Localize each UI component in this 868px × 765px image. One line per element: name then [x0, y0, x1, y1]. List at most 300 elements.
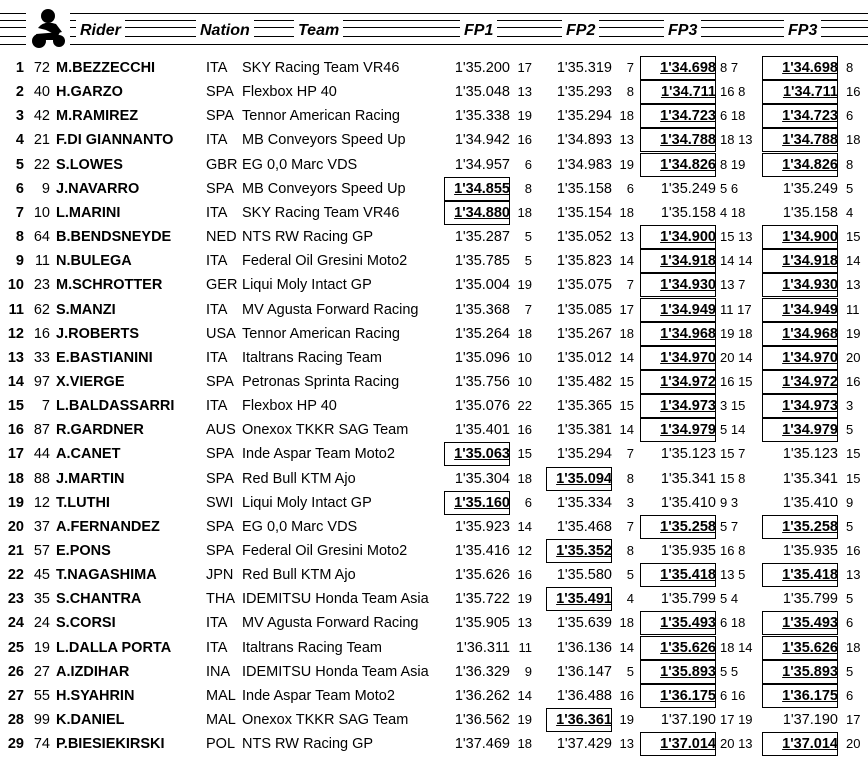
rider-number: 9: [41, 180, 50, 197]
rider-number: 72: [33, 60, 50, 76]
fp3-combined-time: 1'34.826: [762, 153, 838, 177]
rider-number: 19: [33, 639, 50, 656]
fp2-time: 1'36.488: [556, 687, 612, 704]
rider-number: 45: [33, 567, 50, 584]
fp3-combined-laps: 15: [846, 229, 861, 245]
table-row: [0, 467, 868, 491]
row-position: 18: [7, 470, 24, 487]
row-position: 22: [7, 567, 24, 584]
team-name: Liqui Moly Intact GP: [242, 277, 372, 294]
fp2-laps: 15: [619, 398, 634, 414]
rider-number: 22: [33, 156, 50, 173]
nation-code: ITA: [206, 639, 228, 656]
fp1-time: 1'35.076: [454, 398, 510, 415]
rider-name: N.BULEGA: [56, 253, 132, 270]
rider-number: 40: [33, 84, 50, 101]
table-row: [0, 177, 868, 201]
row-position: 25: [7, 639, 24, 656]
fp3-combined-laps: 8: [846, 156, 854, 172]
fp3-time: 1'35.626: [640, 636, 716, 660]
fp2-time: 1'35.052: [556, 229, 612, 246]
table-row: [0, 201, 868, 225]
team-name: Inde Aspar Team Moto2: [242, 446, 395, 463]
fp3-combined-laps: 20: [846, 349, 861, 365]
fp3-combined-time: 1'36.175: [762, 684, 838, 708]
fp3-combined-time: 1'35.418: [762, 563, 838, 587]
table-row: [0, 56, 868, 80]
fp1-time: 1'35.756: [454, 373, 510, 390]
header-fp3-combined: FP3: [784, 20, 821, 42]
fp3-laps: 20 13: [720, 736, 753, 752]
fp2-time: 1'37.429: [556, 736, 612, 753]
rider-name: S.LOWES: [56, 156, 123, 173]
rider-number: 7: [41, 398, 50, 415]
fp2-laps: 3: [626, 494, 634, 510]
rider-number: 44: [33, 446, 50, 463]
table-row: [0, 587, 868, 611]
fp3-combined-laps: 8: [846, 60, 854, 75]
fp1-laps: 10: [517, 349, 532, 365]
fp1-time: 1'36.329: [454, 663, 510, 680]
rider-name: S.CHANTRA: [56, 591, 142, 608]
row-position: 8: [15, 229, 24, 246]
fp1-laps: 8: [524, 180, 532, 196]
table-row: [0, 684, 868, 708]
fp3-combined-time: 1'35.341: [782, 470, 838, 487]
fp3-laps: 18 14: [720, 639, 753, 655]
table-row: [0, 249, 868, 273]
fp3-time: 1'35.249: [660, 180, 716, 197]
fp3-time: 1'34.930: [640, 273, 716, 297]
fp1-laps: 19: [517, 712, 532, 728]
fp3-combined-time: 1'35.249: [782, 180, 838, 197]
fp3-laps: 18 13: [720, 132, 753, 148]
rider-name: L.MARINI: [56, 204, 121, 221]
team-name: IDEMITSU Honda Team Asia: [242, 663, 429, 680]
fp3-laps: 5 14: [720, 422, 746, 438]
rider-name: A.IZDIHAR: [56, 663, 130, 680]
fp3-combined-time: 1'34.930: [762, 273, 838, 297]
rider-name: J.NAVARRO: [56, 180, 140, 197]
fp3-laps: 13 5: [720, 567, 746, 583]
team-name: MB Conveyors Speed Up: [242, 180, 406, 197]
nation-code: ITA: [206, 349, 228, 366]
fp1-time: 1'35.785: [454, 253, 510, 270]
fp3-combined-laps: 6: [846, 687, 854, 703]
table-row: [0, 491, 868, 515]
row-position: 19: [7, 494, 24, 511]
header-rule: [0, 13, 868, 14]
nation-code: SPA: [206, 518, 234, 535]
row-position: 5: [15, 156, 24, 173]
fp1-time: 1'36.262: [454, 687, 510, 704]
fp3-time: 1'37.014: [640, 732, 716, 756]
fp2-time: 1'34.893: [556, 132, 612, 149]
header-rule: [0, 20, 868, 21]
fp3-combined-time: 1'34.900: [762, 225, 838, 249]
fp2-laps: 19: [619, 712, 634, 728]
fp2-time: 1'36.136: [556, 639, 612, 656]
row-position: 29: [7, 736, 24, 753]
rider-name: H.SYAHRIN: [56, 687, 135, 704]
fp2-laps: 7: [626, 446, 634, 462]
row-position: 23: [7, 591, 24, 608]
rider-number: 55: [33, 687, 50, 704]
fp3-time: 1'35.935: [660, 543, 716, 559]
fp1-time: 1'35.048: [454, 84, 510, 101]
row-position: 1: [15, 60, 24, 76]
fp2-time: 1'35.334: [556, 494, 612, 511]
fp2-time: 1'35.482: [556, 373, 612, 390]
nation-code: ITA: [206, 132, 228, 149]
nation-code: SPA: [206, 373, 234, 390]
rider-number: 21: [33, 132, 50, 149]
fp2-laps: 19: [619, 156, 634, 172]
fp1-laps: 16: [517, 422, 532, 438]
fp3-laps: 6 18: [720, 108, 746, 124]
row-position: 16: [7, 422, 24, 439]
fp3-combined-time: 1'35.893: [762, 660, 838, 684]
fp2-laps: 5: [626, 663, 634, 679]
table-row: [0, 539, 868, 563]
fp3-time: 1'35.418: [640, 563, 716, 587]
fp3-combined-time: 1'34.949: [762, 298, 838, 322]
row-position: 3: [15, 108, 24, 125]
team-name: MV Agusta Forward Racing: [242, 615, 419, 632]
fp3-combined-time: 1'34.698: [762, 56, 838, 80]
rider-number: 57: [33, 543, 50, 559]
fp3-combined-laps: 9: [846, 494, 854, 510]
fp1-laps: 10: [517, 373, 532, 389]
fp3-laps: 5 7: [720, 518, 739, 534]
fp3-combined-time: 1'37.190: [782, 712, 838, 729]
nation-code: ITA: [206, 398, 228, 415]
fp3-time: 1'34.979: [640, 418, 716, 442]
header-team: Team: [294, 20, 343, 42]
rider-name: H.GARZO: [56, 84, 123, 101]
fp1-laps: 9: [524, 663, 532, 679]
fp2-time: 1'35.085: [556, 301, 612, 318]
fp1-time: 1'34.957: [454, 156, 510, 173]
fp3-time: 1'34.918: [640, 249, 716, 273]
fp2-time: 1'36.147: [556, 663, 612, 680]
row-position: 9: [15, 253, 24, 270]
fp3-combined-time: 1'34.970: [762, 346, 838, 370]
fp1-laps: 18: [517, 325, 532, 341]
fp2-time: 1'35.639: [556, 615, 612, 632]
fp2-time: 1'35.075: [556, 277, 612, 294]
fp1-laps: 13: [517, 84, 532, 100]
fp3-time: 1'34.826: [640, 153, 716, 177]
rider-name: R.GARDNER: [56, 422, 144, 439]
fp1-laps: 17: [517, 60, 532, 75]
nation-code: ITA: [206, 301, 228, 318]
fp2-time: 1'35.294: [556, 108, 612, 125]
row-position: 21: [7, 543, 24, 559]
team-name: MB Conveyors Speed Up: [242, 132, 406, 149]
fp3-combined-time: 1'34.918: [762, 249, 838, 273]
fp1-time: 1'35.004: [454, 277, 510, 294]
fp2-time: 1'34.983: [556, 156, 612, 173]
fp2-time: 1'35.158: [556, 180, 612, 197]
row-position: 15: [7, 398, 24, 415]
fp1-laps: 15: [517, 446, 532, 462]
fp2-time: 1'35.823: [556, 253, 612, 270]
team-name: Red Bull KTM Ajo: [242, 567, 356, 584]
fp1-time: 1'35.905: [454, 615, 510, 632]
fp1-laps: 14: [517, 687, 532, 703]
fp3-combined-time: 1'35.410: [782, 494, 838, 511]
nation-code: JPN: [206, 567, 234, 584]
fp1-laps: 16: [517, 132, 532, 148]
fp3-combined-time: 1'35.799: [782, 591, 838, 608]
nation-code: SPA: [206, 543, 234, 559]
fp1-laps: 16: [517, 567, 532, 583]
rider-name: J.MARTIN: [56, 470, 125, 487]
rider-name: K.DANIEL: [56, 712, 125, 729]
table-row: [0, 732, 868, 756]
fp3-combined-laps: 5: [846, 518, 854, 534]
fp3-time: 1'35.410: [660, 494, 716, 511]
team-name: Inde Aspar Team Moto2: [242, 687, 395, 704]
rider-number: 74: [33, 736, 50, 753]
table-row: [0, 442, 868, 466]
nation-code: MAL: [206, 712, 236, 729]
fp2-laps: 17: [619, 301, 634, 317]
rider-name: J.ROBERTS: [56, 325, 139, 342]
team-name: Italtrans Racing Team: [242, 349, 382, 366]
fp3-time: 1'35.893: [640, 660, 716, 684]
fp2-laps: 4: [626, 591, 634, 607]
fp3-combined-laps: 18: [846, 132, 861, 148]
fp1-laps: 12: [517, 543, 532, 558]
table-row: [0, 80, 868, 104]
header-rule: [0, 44, 868, 45]
fp3-combined-laps: 15: [846, 470, 861, 486]
fp3-time: 1'35.123: [660, 446, 716, 463]
fp3-laps: 8 7: [720, 60, 739, 75]
fp3-combined-laps: 6: [846, 108, 854, 124]
row-position: 27: [7, 687, 24, 704]
table-row: [0, 418, 868, 442]
fp3-combined-laps: 11: [846, 301, 860, 317]
team-name: Onexox TKKR SAG Team: [242, 422, 409, 439]
header-rider: Rider: [76, 20, 125, 42]
fp3-combined-laps: 13: [846, 277, 861, 293]
fp1-time: 1'35.626: [454, 567, 510, 584]
row-position: 26: [7, 663, 24, 680]
fp2-laps: 8: [626, 84, 634, 100]
fp2-time: 1'35.154: [556, 204, 612, 221]
fp2-time: 1'35.381: [556, 422, 612, 439]
team-name: Liqui Moly Intact GP: [242, 494, 372, 511]
fp3-laps: 19 18: [720, 325, 753, 341]
fp3-combined-laps: 5: [846, 180, 854, 196]
nation-code: SPA: [206, 470, 234, 487]
fp3-combined-laps: 16: [846, 543, 861, 558]
fp3-combined-time: 1'34.723: [762, 104, 838, 128]
fp3-laps: 8 19: [720, 156, 746, 172]
fp3-combined-laps: 5: [846, 422, 854, 438]
nation-code: INA: [206, 663, 231, 680]
table-row: [0, 298, 868, 322]
fp3-combined-time: 1'35.158: [782, 204, 838, 221]
team-name: EG 0,0 Marc VDS: [242, 156, 358, 173]
fp3-time: 1'35.493: [640, 611, 716, 635]
fp1-laps: 18: [517, 736, 532, 752]
fp3-laps: 16 8: [720, 543, 746, 558]
rider-name: L.BALDASSARRI: [56, 398, 175, 415]
rider-name: S.CORSI: [56, 615, 116, 632]
nation-code: ITA: [206, 60, 228, 76]
fp2-laps: 7: [626, 277, 634, 293]
row-position: 20: [7, 518, 24, 535]
fp1-time: 1'35.264: [454, 325, 510, 342]
nation-code: ITA: [206, 615, 228, 632]
rider-name: A.CANET: [56, 446, 121, 463]
rider-number: 12: [33, 494, 50, 511]
row-position: 14: [7, 373, 24, 390]
fp3-laps: 16 15: [720, 373, 753, 389]
fp2-time: 1'35.580: [556, 567, 612, 584]
rider-name: M.SCHROTTER: [56, 277, 163, 294]
fp3-time: 1'34.711: [640, 80, 716, 104]
fp2-laps: 13: [619, 736, 634, 752]
nation-code: GER: [206, 277, 238, 294]
row-position: 13: [7, 349, 24, 366]
fp2-laps: 6: [626, 180, 634, 196]
fp1-time: 1'35.200: [454, 60, 510, 76]
rider-number: 23: [33, 277, 50, 294]
rider-name: E.BASTIANINI: [56, 349, 153, 366]
team-name: Petronas Sprinta Racing: [242, 373, 400, 390]
fp1-time: 1'35.401: [454, 422, 510, 439]
rider-number: 33: [33, 349, 50, 366]
fp3-combined-laps: 6: [846, 615, 854, 631]
fp3-combined-time: 1'34.973: [762, 394, 838, 418]
fp3-laps: 11 17: [720, 301, 752, 317]
table-row: [0, 370, 868, 394]
fp2-time: 1'35.094: [546, 467, 612, 491]
fp3-time: 1'34.900: [640, 225, 716, 249]
fp2-time: 1'35.267: [556, 325, 612, 342]
fp1-time: 1'34.880: [444, 201, 510, 225]
fp3-laps: 14 14: [720, 253, 753, 269]
fp3-laps: 17 19: [720, 712, 753, 728]
fp3-time: 1'37.190: [660, 712, 716, 729]
rider-name: F.DI GIANNANTO: [56, 132, 174, 149]
fp3-time: 1'34.968: [640, 322, 716, 346]
fp3-combined-time: 1'34.972: [762, 370, 838, 394]
fp2-time: 1'35.468: [556, 518, 612, 535]
fp2-time: 1'35.012: [556, 349, 612, 366]
team-name: Onexox TKKR SAG Team: [242, 712, 409, 729]
fp2-laps: 18: [619, 204, 634, 220]
rider-name: M.RAMIREZ: [56, 108, 139, 125]
fp2-time: 1'35.352: [546, 539, 612, 563]
nation-code: AUS: [206, 422, 236, 439]
fp1-time: 1'34.942: [454, 132, 510, 149]
fp3-time: 1'34.972: [640, 370, 716, 394]
rider-name: T.NAGASHIMA: [56, 567, 157, 584]
fp2-laps: 5: [626, 567, 634, 583]
fp1-laps: 5: [524, 253, 532, 269]
rider-name: E.PONS: [56, 543, 111, 559]
team-name: NTS RW Racing GP: [242, 736, 374, 753]
fp3-time: 1'35.158: [660, 204, 716, 221]
fp3-laps: 4 18: [720, 204, 746, 220]
nation-code: SPA: [206, 446, 234, 463]
fp2-laps: 15: [619, 373, 634, 389]
rider-number: 62: [33, 301, 50, 318]
fp1-laps: 19: [517, 277, 532, 293]
fp3-time: 1'34.723: [640, 104, 716, 128]
fp2-laps: 14: [619, 253, 634, 269]
team-name: Flexbox HP 40: [242, 84, 337, 101]
team-name: SKY Racing Team VR46: [242, 60, 400, 76]
fp3-time: 1'34.973: [640, 394, 716, 418]
fp3-combined-laps: 14: [846, 253, 861, 269]
fp3-combined-laps: 19: [846, 325, 861, 341]
fp3-laps: 6 18: [720, 615, 746, 631]
fp3-time: 1'35.258: [640, 515, 716, 539]
fp3-laps: 15 13: [720, 229, 753, 245]
nation-code: SPA: [206, 84, 234, 101]
row-position: 2: [15, 84, 24, 101]
team-name: Flexbox HP 40: [242, 398, 337, 415]
fp1-time: 1'35.416: [454, 543, 510, 559]
nation-code: MAL: [206, 687, 236, 704]
rider-number: 88: [33, 470, 50, 487]
fp3-laps: 5 6: [720, 180, 739, 196]
table-row: [0, 104, 868, 128]
row-position: 6: [15, 180, 24, 197]
fp3-combined-time: 1'35.123: [782, 446, 838, 463]
nation-code: SWI: [206, 494, 234, 511]
team-name: Tennor American Racing: [242, 108, 400, 125]
nation-code: USA: [206, 325, 236, 342]
fp2-laps: 7: [626, 518, 634, 534]
fp1-laps: 19: [517, 108, 532, 124]
fp1-laps: 19: [517, 591, 532, 607]
fp1-time: 1'36.562: [454, 712, 510, 729]
fp2-time: 1'35.294: [556, 446, 612, 463]
rider-name: L.DALLA PORTA: [56, 639, 172, 656]
fp1-laps: 6: [524, 156, 532, 172]
fp2-time: 1'35.491: [546, 587, 612, 611]
table-row: [0, 225, 868, 249]
header-fp3: FP3: [664, 20, 701, 42]
fp1-laps: 18: [517, 204, 532, 220]
table-row: [0, 708, 868, 732]
fp2-time: 1'35.365: [556, 398, 612, 415]
table-row: [0, 394, 868, 418]
fp2-laps: 14: [619, 639, 634, 655]
fp3-time: 1'36.175: [640, 684, 716, 708]
fp3-time: 1'34.698: [640, 56, 716, 80]
fp3-laps: 15 8: [720, 470, 746, 486]
table-row: [0, 515, 868, 539]
team-name: EG 0,0 Marc VDS: [242, 518, 358, 535]
rider-name: P.BIESIEKIRSKI: [56, 736, 165, 753]
fp2-laps: 14: [619, 349, 634, 365]
rider-number: 27: [33, 663, 50, 680]
fp1-time: 1'35.923: [454, 518, 510, 535]
fp3-combined-time: 1'35.493: [762, 611, 838, 635]
fp2-laps: 7: [626, 60, 634, 75]
row-position: 24: [7, 615, 24, 632]
fp2-time: 1'35.293: [556, 84, 612, 101]
